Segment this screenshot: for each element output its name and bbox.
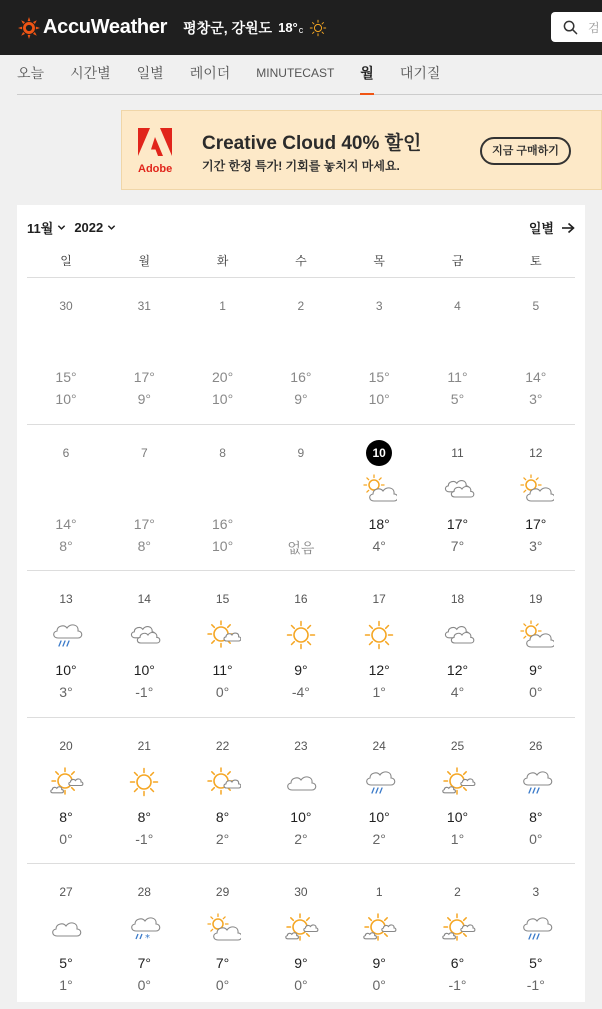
calendar-day[interactable]	[27, 571, 105, 718]
weekday-header	[27, 252, 575, 278]
low-temp: 10°	[368, 391, 390, 407]
svg-text:*: *	[145, 933, 151, 944]
high-temp: 17°	[133, 369, 155, 385]
day-number: 22	[215, 738, 230, 753]
search-box[interactable]	[551, 12, 602, 42]
high-temp: 8°	[59, 808, 73, 825]
low-temp: 0°	[215, 684, 230, 700]
high-temp: 10°	[446, 808, 469, 825]
low-temp: 0°	[59, 830, 73, 847]
low-temp: 3°	[529, 391, 543, 407]
low-temp: 7°	[450, 537, 465, 554]
current-temperature: 18°	[278, 20, 298, 35]
calendar-day[interactable]	[27, 718, 105, 865]
high-temp: 17°	[446, 515, 469, 532]
calendar-day[interactable]	[497, 864, 575, 1009]
high-temp: 7°	[215, 955, 230, 971]
high-temp: 17°	[133, 515, 155, 532]
day-number: 31	[137, 299, 151, 313]
day-number: 28	[137, 885, 151, 899]
high-temp: 17°	[525, 515, 547, 532]
sunny-icon	[126, 766, 162, 798]
cloudy-icon	[440, 473, 476, 505]
high-temp: 11°	[447, 369, 468, 385]
calendar-day[interactable]	[419, 718, 497, 865]
low-temp: 1°	[450, 830, 465, 847]
high-temp: 16°	[290, 369, 312, 385]
calendar-day[interactable]	[184, 571, 262, 718]
high-temp: 9°	[372, 955, 386, 971]
calendar-day[interactable]	[340, 278, 418, 425]
partly-sunny-icon	[205, 912, 241, 944]
calendar-day[interactable]	[497, 425, 575, 572]
tab-6[interactable]: 대기질	[399, 64, 441, 81]
cloudy-icon	[440, 619, 476, 651]
high-temp: 8°	[137, 808, 151, 825]
day-number: 24	[372, 738, 386, 753]
arrow-right-icon	[561, 222, 575, 234]
day-number: 8	[219, 445, 226, 460]
calendar-day[interactable]	[105, 864, 183, 1009]
mostly-sunny-icon	[440, 912, 476, 944]
daily-forecast-link[interactable]	[529, 218, 575, 237]
day-number: 18	[450, 592, 465, 606]
low-temp: -4°	[291, 684, 310, 700]
calendar-day[interactable]	[497, 571, 575, 718]
tab-2[interactable]: 일별	[136, 64, 164, 81]
low-temp: 4°	[450, 684, 465, 700]
low-temp: -1°	[135, 830, 154, 847]
ad-cta-button[interactable]: 지금 구매하기	[480, 137, 571, 165]
low-temp: 2°	[294, 830, 308, 847]
calendar-day[interactable]	[105, 718, 183, 865]
high-temp: 12°	[446, 662, 469, 678]
high-temp: 11°	[212, 662, 233, 678]
calendar-day[interactable]	[262, 425, 340, 572]
accuweather-sun-icon	[18, 17, 40, 39]
calendar-day[interactable]	[262, 571, 340, 718]
calendar-week	[27, 278, 575, 425]
tab-1[interactable]: 시간별	[70, 64, 111, 81]
rain-snow-icon	[126, 912, 162, 944]
sunny-icon	[307, 17, 329, 39]
day-number: 2	[297, 299, 305, 313]
ad-subtitle: 기간 한정 특가! 기회를 놓치지 마세요.	[202, 159, 400, 173]
day-number: 11	[451, 445, 464, 460]
tab-4[interactable]: MINUTECAST	[256, 65, 335, 80]
high-temp: 10°	[133, 662, 155, 678]
low-temp: 10°	[212, 391, 234, 407]
rain-icon	[361, 766, 397, 798]
adobe-icon	[138, 128, 172, 156]
calendar-day[interactable]	[105, 425, 183, 572]
calendar-day[interactable]	[340, 718, 418, 865]
high-temp: 10°	[368, 808, 390, 825]
calendar-day[interactable]	[340, 571, 418, 718]
low-temp: 1°	[372, 684, 386, 700]
calendar-day[interactable]	[184, 278, 262, 425]
calendar-day[interactable]	[105, 571, 183, 718]
low-temp: -1°	[526, 977, 545, 993]
low-temp: 0°	[372, 977, 386, 993]
temperature-unit: c	[298, 24, 304, 35]
low-temp: 1°	[59, 977, 73, 993]
mostly-sunny-icon	[361, 912, 397, 944]
calendar-day[interactable]	[497, 718, 575, 865]
sunny-icon	[361, 619, 397, 651]
weekday-label: 월	[138, 254, 151, 268]
weekday-label: 목	[373, 254, 385, 268]
calendar-day[interactable]	[27, 278, 105, 425]
calendar-day[interactable]	[262, 718, 340, 865]
adobe-logo	[138, 128, 172, 174]
high-temp: 10°	[55, 662, 77, 678]
day-number: 12	[529, 445, 543, 460]
calendar-day[interactable]	[419, 864, 497, 1009]
calendar-week	[27, 425, 575, 572]
day-number: 5	[532, 299, 540, 313]
day-number-today	[340, 440, 418, 466]
high-temp: 14°	[55, 515, 77, 532]
calendar-week	[27, 864, 575, 1009]
high-temp: 8°	[215, 808, 230, 825]
day-number: 21	[137, 738, 151, 753]
rain-icon	[518, 912, 554, 944]
low-temp: 0°	[294, 977, 308, 993]
low-temp: 0°	[137, 977, 151, 993]
day-number: 30	[294, 885, 308, 899]
day-number: 30	[59, 299, 73, 313]
day-number: 3	[375, 299, 383, 313]
calendar-day[interactable]	[27, 864, 105, 1009]
high-temp: 15°	[55, 369, 77, 385]
sun-small-cloud-icon	[205, 766, 241, 798]
calendar-day[interactable]	[184, 425, 262, 572]
day-number: 23	[294, 738, 308, 753]
low-temp: 9°	[137, 391, 151, 407]
year-select[interactable]: 2022	[74, 220, 104, 235]
low-temp: 5°	[450, 391, 465, 407]
day-number: 14	[137, 592, 151, 606]
no-data: 없음	[287, 539, 315, 556]
high-temp: 12°	[368, 662, 390, 678]
day-number: 7	[140, 445, 148, 460]
low-temp: 8°	[59, 537, 73, 554]
day-number: 25	[450, 738, 465, 753]
low-temp: -1°	[135, 684, 154, 700]
brand-logo[interactable]	[18, 16, 167, 39]
low-temp: -1°	[448, 977, 467, 993]
cloud-white-icon	[48, 912, 84, 944]
high-temp: 5°	[59, 955, 73, 971]
rain-icon	[48, 619, 84, 651]
high-temp: 10°	[290, 808, 312, 825]
rain-icon	[518, 766, 554, 798]
day-number: 27	[59, 885, 73, 899]
brand-name: AccuWeather	[43, 16, 168, 38]
day-number: 9	[297, 445, 305, 460]
mostly-sunny-icon	[440, 766, 476, 798]
mostly-sunny-icon	[48, 766, 84, 798]
calendar-day[interactable]	[184, 718, 262, 865]
high-temp: 14°	[525, 369, 547, 385]
low-temp: 8°	[137, 537, 151, 554]
weekday-label: 토	[530, 254, 542, 268]
day-number: 1	[219, 299, 226, 313]
low-temp: 4°	[372, 537, 386, 554]
day-number: 15	[215, 592, 230, 606]
partly-sunny-icon	[518, 619, 554, 651]
low-temp: 10°	[212, 537, 234, 554]
tab-0[interactable]: 오늘	[17, 64, 45, 81]
day-number: 13	[59, 592, 73, 606]
high-temp: 7°	[137, 955, 151, 971]
day-number: 4	[454, 299, 461, 313]
high-temp: 16°	[212, 515, 234, 532]
top-bar	[0, 0, 602, 55]
day-number: 1	[375, 885, 383, 899]
ad-brand: Adobe	[138, 163, 173, 175]
calendar-day[interactable]	[497, 278, 575, 425]
calendar-day[interactable]	[340, 425, 418, 572]
day-number: 3	[532, 885, 540, 899]
calendar-day[interactable]	[262, 864, 340, 1009]
high-temp: 9°	[294, 955, 308, 971]
day-number: 2	[454, 885, 461, 899]
calendar-day[interactable]	[419, 425, 497, 572]
cloudy-icon	[126, 619, 162, 651]
day-number: 17	[372, 592, 386, 606]
day-number: 16	[294, 592, 308, 606]
low-temp: 0°	[529, 684, 543, 700]
low-temp: 3°	[529, 537, 543, 554]
high-temp: 9°	[529, 662, 543, 678]
calendar-day[interactable]	[340, 864, 418, 1009]
nav-tabs	[17, 55, 602, 95]
low-temp: 2°	[215, 830, 230, 847]
day-number: 6	[62, 445, 70, 460]
day-number: 26	[529, 738, 543, 753]
high-temp: 8°	[529, 808, 543, 825]
calendar-day[interactable]	[105, 278, 183, 425]
daily-link-label: 일별	[528, 221, 554, 236]
high-temp: 20°	[212, 369, 234, 385]
chevron-down-icon[interactable]	[107, 223, 116, 232]
day-number: 19	[529, 592, 543, 606]
weekday-label: 수	[295, 254, 307, 268]
low-temp: 0°	[215, 977, 230, 993]
cloud-white-icon	[283, 766, 319, 798]
calendar-day[interactable]	[419, 278, 497, 425]
partly-sunny-icon	[518, 473, 554, 505]
calendar-week	[27, 718, 575, 865]
high-temp: 9°	[294, 662, 308, 678]
monthly-calendar	[17, 205, 585, 1002]
low-temp: 3°	[59, 684, 73, 700]
search-icon	[563, 20, 578, 35]
today-badge: 10	[366, 440, 392, 466]
tab-5[interactable]: 월	[360, 55, 374, 95]
high-temp: 6°	[450, 955, 465, 971]
weekday-label: 화	[216, 254, 229, 268]
sunny-icon	[283, 619, 319, 651]
tab-3[interactable]: 레이더	[189, 64, 231, 81]
calendar-week	[27, 571, 575, 718]
high-temp: 15°	[368, 369, 390, 385]
high-temp: 5°	[529, 955, 543, 971]
high-temp: 18°	[368, 515, 390, 532]
calendar-day[interactable]	[262, 278, 340, 425]
location-name[interactable]: 평창군, 강원도	[183, 19, 273, 36]
calendar-day[interactable]	[419, 571, 497, 718]
partly-sunny-icon	[361, 473, 397, 505]
mostly-sunny-icon	[283, 912, 319, 944]
low-temp: 9°	[294, 391, 308, 407]
sun-small-cloud-icon	[205, 619, 241, 651]
day-number: 29	[215, 885, 230, 899]
month-year-selector	[27, 218, 124, 237]
weekday-label: 일	[60, 254, 72, 268]
low-temp: 0°	[529, 830, 543, 847]
weekday-label: 금	[451, 254, 464, 268]
month-select[interactable]: 11월	[27, 221, 54, 236]
calendar-day[interactable]	[27, 425, 105, 572]
calendar-day[interactable]	[184, 864, 262, 1009]
ad-banner[interactable]	[121, 110, 602, 190]
day-number: 20	[59, 738, 73, 753]
search-input[interactable]: 검	[588, 20, 600, 35]
low-temp: 2°	[372, 830, 386, 847]
low-temp: 10°	[55, 391, 77, 407]
ad-title: Creative Cloud 40% 할인	[202, 133, 422, 154]
chevron-down-icon[interactable]	[57, 223, 66, 232]
